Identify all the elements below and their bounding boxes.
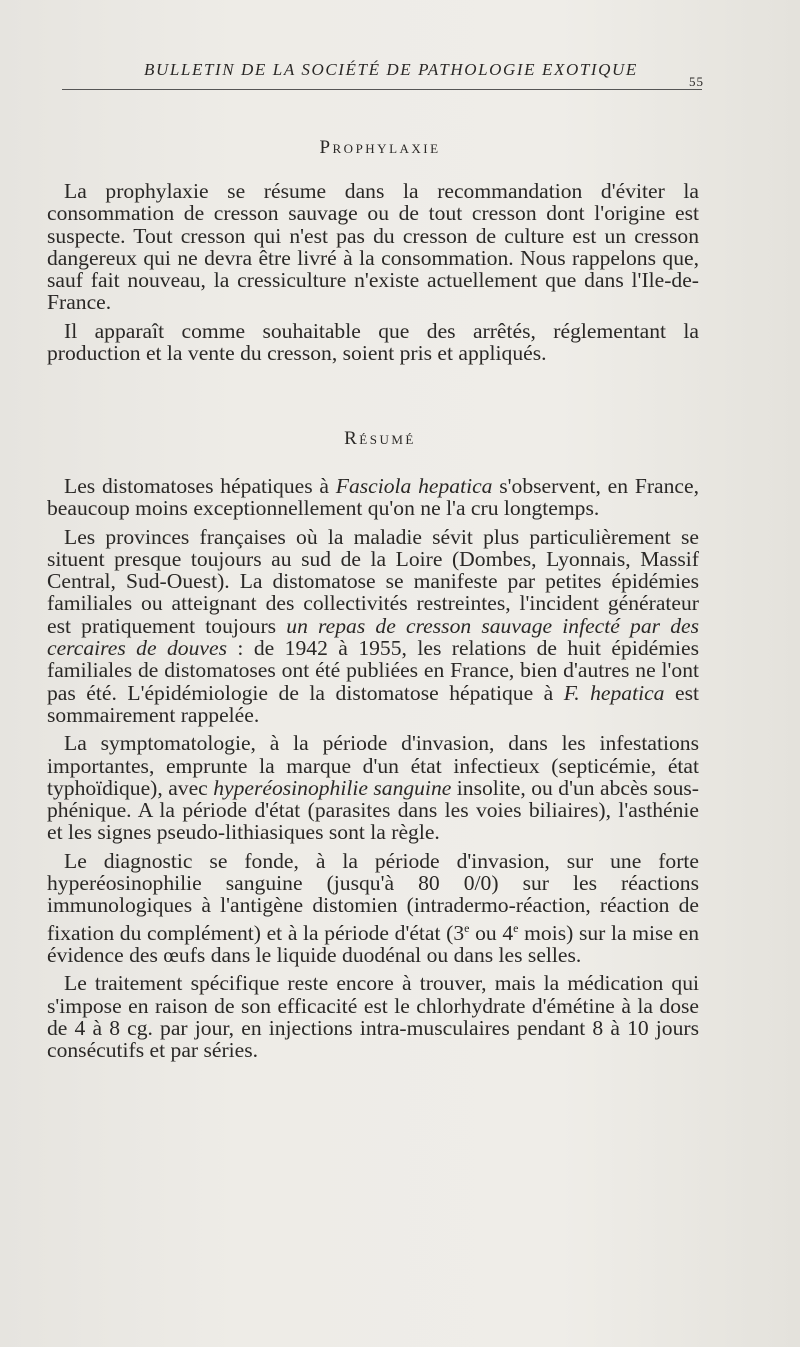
prophylaxie-body — [47, 180, 699, 370]
page-number: 55 — [689, 74, 704, 89]
paragraph: La symptomatologie, à la période d'invasion, dans les infestations importantes, emprunte la marque d'un état infectieux (septicémie, état typhoïdique), avec hyperéosinophilie sanguine insolite, ou d'un abcès sous-phénique. A la période d'état (parasites dans les voies biliaires), l'asthénie et les signes pseudo-lithiasiques sont la règle. — [47, 731, 700, 845]
paragraph: Le diagnostic se fonde, à la période d'invasion, sur une forte hyperéosinophilie sanguine (jusqu'à 80 0/0) sur les réactions immunologiques à l'antigène distomien (intradermo-réaction, réaction de fixation du complément) et à la période d'état (3e ou 4e mois) sur la mise en évidence des œufs dans le liquide duodénal ou dans les selles. — [47, 848, 700, 968]
paragraph: Le traitement spécifique reste encore à trouver, mais la médication qui s'impose en raison de son efficacité est le chlorhydrate d'émétine à la dose de 4 à 8 cg. par jour, en injections intra-musculaires pendant 8 à 10 jours consécutifs et par séries. — [47, 971, 699, 1063]
paragraph: Les distomatoses hépatiques à Fasciola hepatica s'observent, en France, beaucoup moins exceptionnellement qu'on ne l'a cru longtemps. — [47, 474, 699, 521]
running-header — [62, 56, 712, 92]
paragraph: La prophylaxie se résume dans la recommandation d'éviter la consommation de cresson sauvage ou de tout cresson dont l'origine est suspecte. Tout cresson qui n'est pas du cresson de culture est un cresson dangereux qui ne devra être livré à la consommation. Nous rappelons que, sauf fait nouveau, la cressiculture n'existe actuellement que dans l'Ile-de-France. — [47, 179, 699, 315]
header-rule — [62, 89, 702, 90]
section-title-resume: Résumé — [344, 428, 416, 449]
paragraph: Il apparaît comme souhaitable que des arrêtés, réglementant la production et la vente du cresson, soient pris et appliqués. — [47, 318, 699, 366]
section-title-prophylaxie: Prophylaxie — [319, 137, 441, 158]
journal-title: BULLETIN DE LA SOCIÉTÉ DE PATHOLOGIE EXOTIQUE — [144, 60, 638, 79]
paragraph: Les provinces françaises où la maladie sévit plus particulièrement se situent presque toujours au sud de la Loire (Dombes, Lyonnais, Massif Central, Sud-Ouest). La distomatose se manifeste par petites épidémies familiales ou atteignant des collectivités restreintes, l'incident générateur est pratiquement toujours un repas de cresson sauvage infecté par des cercaires de douves : de 1942 à 1955, les relations de huit épidémies familiales de distomatoses ont été publiées en France, bien d'autres ne l'ont pas été. L'épidémiologie de la distomatose hépatique à F. hepatica est sommairement rappelée. — [47, 524, 699, 727]
resume-body — [47, 475, 699, 1068]
